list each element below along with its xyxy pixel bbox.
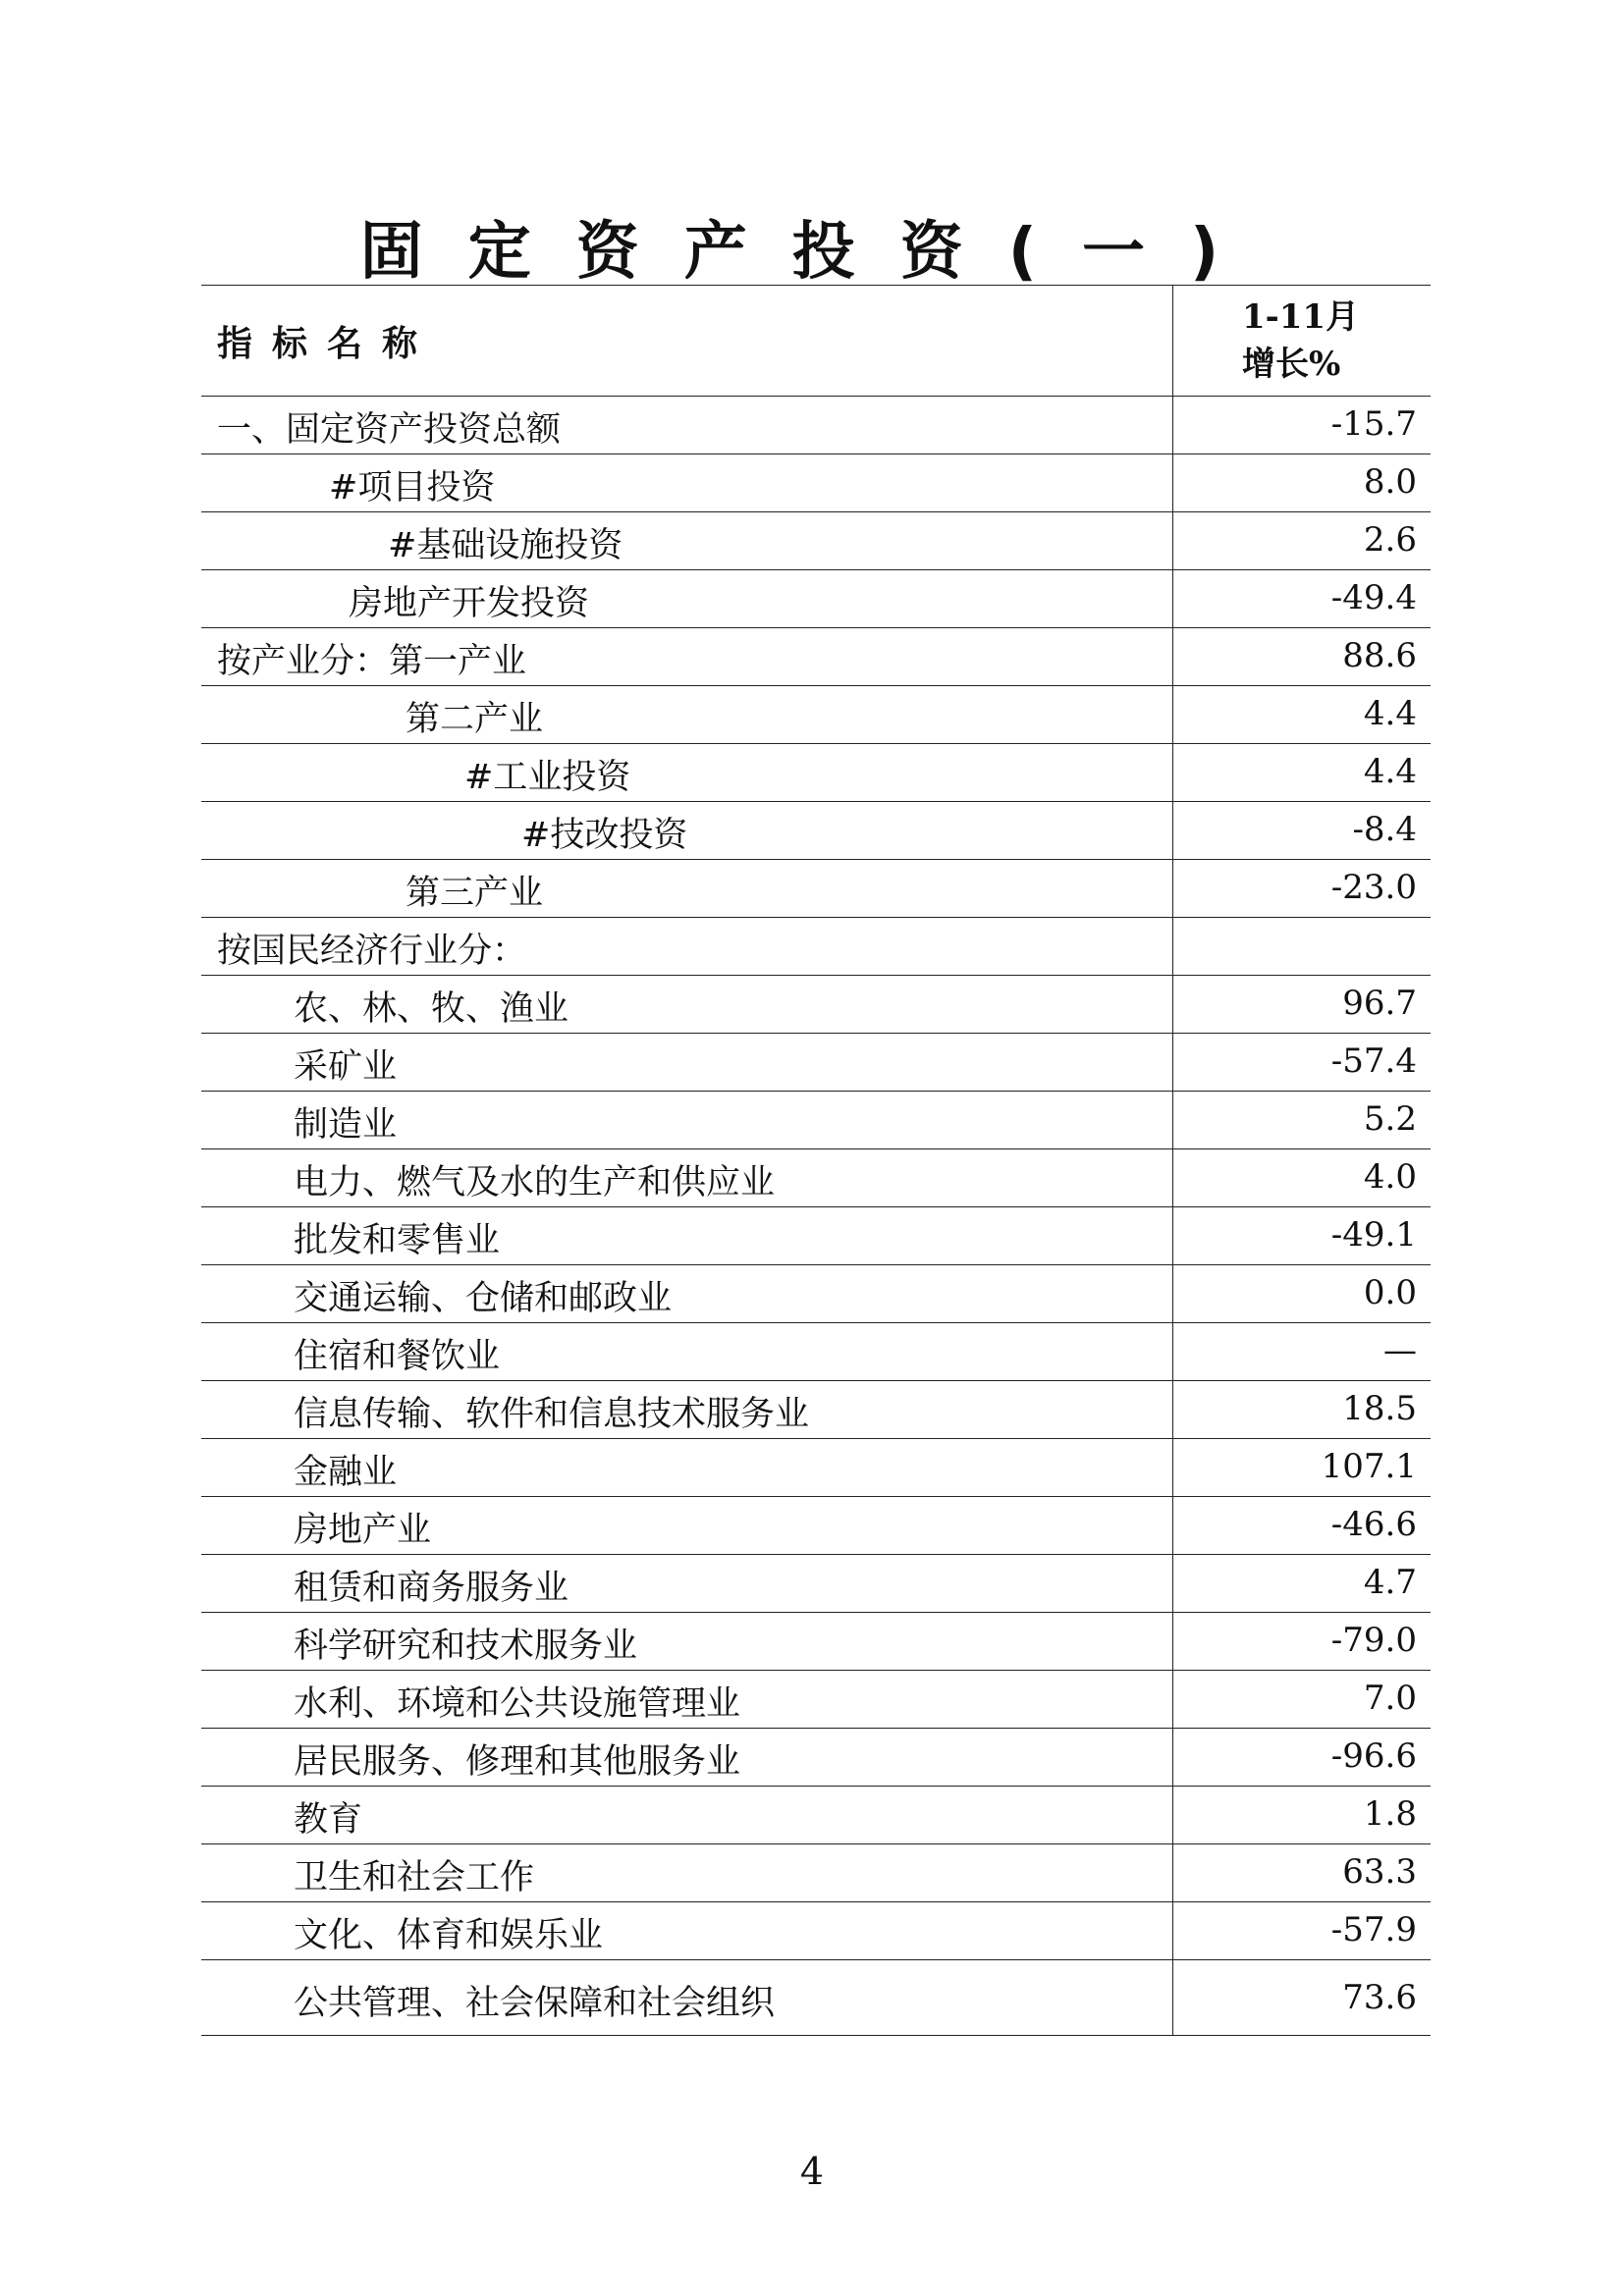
- row-value: -23.0: [1172, 860, 1431, 917]
- row-label: 科学研究和技术服务业: [294, 1627, 638, 1666]
- row-value: 4.0: [1172, 1149, 1431, 1206]
- table-row: [201, 918, 1431, 976]
- page-title: 固定资产投资(一): [359, 216, 1265, 289]
- table-row: [201, 1844, 1431, 1902]
- row-value: 88.6: [1172, 628, 1431, 685]
- row-label: 第三产业: [406, 874, 544, 913]
- row-value: 4.4: [1172, 686, 1431, 743]
- row-label: 电力、燃气及水的生产和供应业: [294, 1163, 776, 1202]
- header-period: 1-11月: [1242, 297, 1360, 337]
- row-label: 交通运输、仓储和邮政业: [294, 1279, 673, 1318]
- table-row: [201, 1555, 1431, 1613]
- row-value: -96.6: [1172, 1729, 1431, 1786]
- row-value: -57.4: [1172, 1034, 1431, 1091]
- table-row: [201, 1671, 1431, 1729]
- row-value: [1172, 918, 1431, 975]
- table-row: [201, 1613, 1431, 1671]
- page-number: 4: [799, 2150, 825, 2193]
- row-label: 卫生和社会工作: [294, 1858, 535, 1897]
- row-value: -79.0: [1172, 1613, 1431, 1670]
- row-label: 水利、环境和公共设施管理业: [294, 1684, 741, 1724]
- table-row: [201, 1729, 1431, 1787]
- row-label: 房地产开发投资: [349, 584, 590, 623]
- row-label: 公共管理、社会保障和社会组织: [294, 1984, 776, 2023]
- row-value: -8.4: [1172, 802, 1431, 859]
- table-header: [201, 286, 1431, 397]
- table-row: [201, 1149, 1431, 1207]
- row-label: 金融业: [294, 1453, 398, 1492]
- row-value: 107.1: [1172, 1439, 1431, 1496]
- investment-table: [201, 285, 1431, 2036]
- row-label: #技改投资: [521, 816, 688, 855]
- header-growth: [1172, 286, 1431, 396]
- row-label: 批发和零售业: [294, 1221, 501, 1260]
- table-row: [201, 1207, 1431, 1265]
- row-value: -49.1: [1172, 1207, 1431, 1264]
- row-label: 制造业: [294, 1105, 398, 1145]
- row-value: -15.7: [1172, 397, 1431, 454]
- row-label: 一、固定资产投资总额: [217, 410, 562, 450]
- row-label: 房地产业: [294, 1511, 432, 1550]
- row-value: 0.0: [1172, 1265, 1431, 1322]
- table-row: [201, 802, 1431, 860]
- row-value: 1.8: [1172, 1787, 1431, 1843]
- table-row: [201, 1034, 1431, 1092]
- row-label: 租赁和商务服务业: [294, 1569, 569, 1608]
- row-label: #基础设施投资: [388, 526, 623, 565]
- row-value: -57.9: [1172, 1902, 1431, 1959]
- table-row: [201, 1960, 1431, 2035]
- header-growth-label: 增长%: [1242, 345, 1341, 384]
- table-row: [201, 1902, 1431, 1960]
- table-row: [201, 397, 1431, 454]
- table-row: [201, 860, 1431, 918]
- table-row: [201, 570, 1431, 628]
- row-label: #工业投资: [464, 758, 631, 797]
- row-label: 按产业分：第一产业: [217, 642, 527, 681]
- row-value: 4.4: [1172, 744, 1431, 801]
- row-label: 信息传输、软件和信息技术服务业: [294, 1395, 810, 1434]
- table-row: [201, 744, 1431, 802]
- header-indicator: 指标名称: [217, 323, 438, 364]
- row-label: 居民服务、修理和其他服务业: [294, 1742, 741, 1782]
- table-row: [201, 1092, 1431, 1149]
- row-value: 5.2: [1172, 1092, 1431, 1148]
- row-value: 4.7: [1172, 1555, 1431, 1612]
- table-row: [201, 976, 1431, 1034]
- row-label: #项目投资: [329, 468, 496, 507]
- table-row: [201, 686, 1431, 744]
- row-value: —: [1172, 1323, 1431, 1380]
- row-value: 96.7: [1172, 976, 1431, 1033]
- row-label: 第二产业: [406, 700, 544, 739]
- row-value: 2.6: [1172, 512, 1431, 569]
- table-row: [201, 1497, 1431, 1555]
- table-row: [201, 512, 1431, 570]
- row-value: 8.0: [1172, 454, 1431, 511]
- row-label: 按国民经济行业分：: [217, 932, 527, 971]
- table-row: [201, 1323, 1431, 1381]
- row-label: 采矿业: [294, 1047, 398, 1087]
- row-value: -46.6: [1172, 1497, 1431, 1554]
- table-row: [201, 1787, 1431, 1844]
- row-label: 文化、体育和娱乐业: [294, 1916, 604, 1955]
- table-row: [201, 1381, 1431, 1439]
- row-value: 7.0: [1172, 1671, 1431, 1728]
- table-row: [201, 1265, 1431, 1323]
- row-value: 63.3: [1172, 1844, 1431, 1901]
- row-label: 农、林、牧、渔业: [294, 989, 569, 1029]
- row-value: 18.5: [1172, 1381, 1431, 1438]
- row-value: 73.6: [1172, 1960, 1431, 2035]
- row-label: 住宿和餐饮业: [294, 1337, 501, 1376]
- table-row: [201, 454, 1431, 512]
- row-label: 教育: [294, 1800, 363, 1840]
- row-value: -49.4: [1172, 570, 1431, 627]
- table-row: [201, 628, 1431, 686]
- table-row: [201, 1439, 1431, 1497]
